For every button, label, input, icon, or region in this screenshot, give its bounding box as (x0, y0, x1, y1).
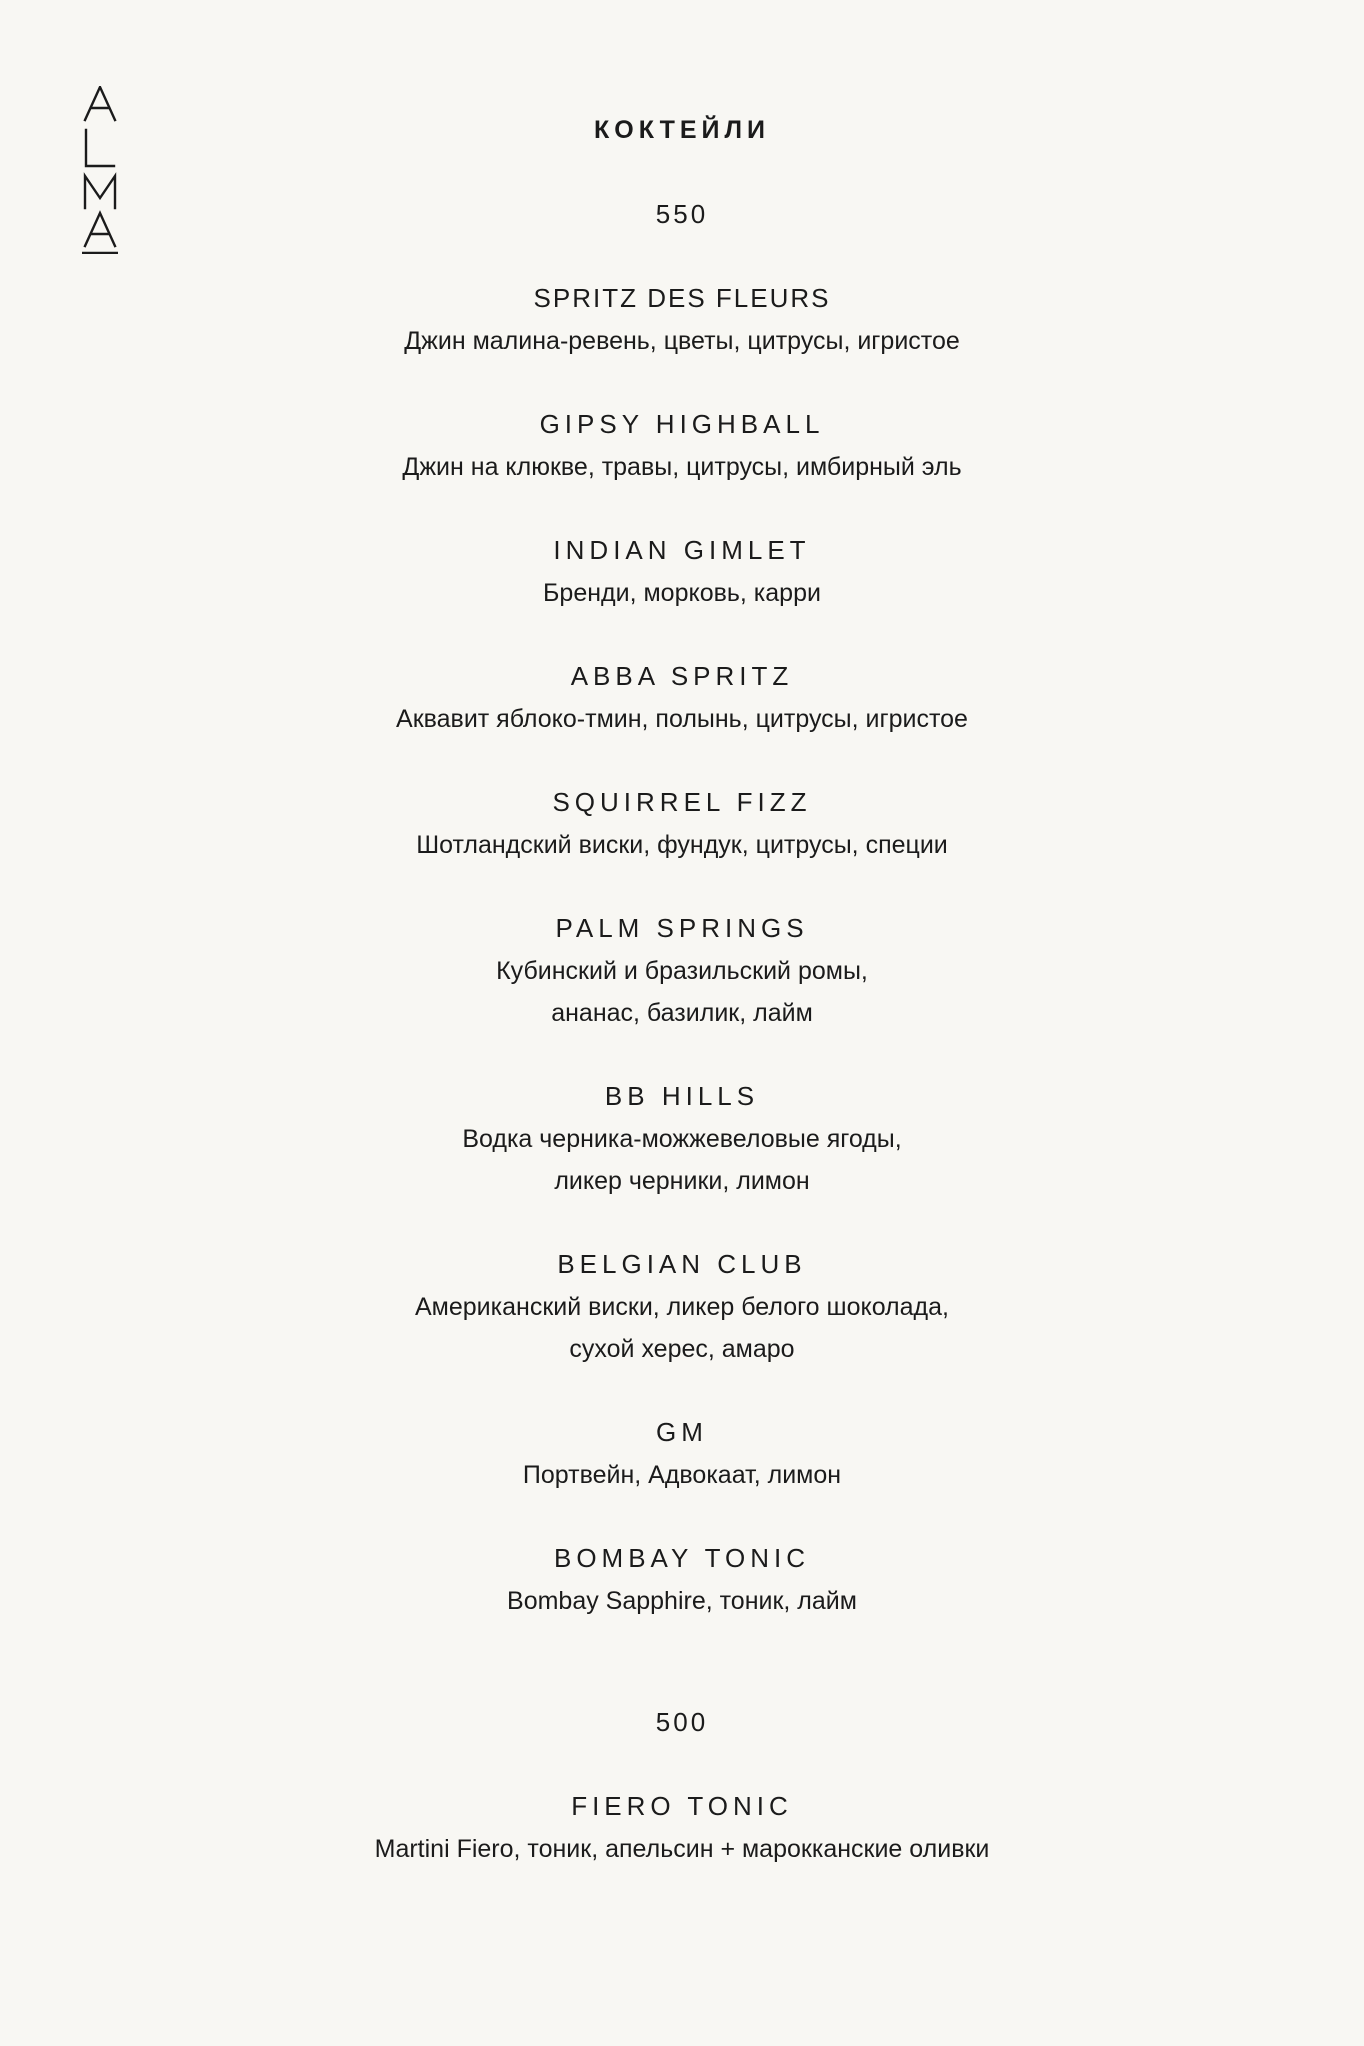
menu-item-gipsy-highball (0, 406, 1364, 488)
item-name: ABBA SPRITZ (570, 661, 794, 691)
menu-item-gm (0, 1414, 1364, 1496)
item-name: INDIAN GIMLET (553, 535, 811, 565)
item-description: Бренди, морковь, карри (543, 579, 821, 607)
item-name: GIPSY HIGHBALL (539, 409, 825, 439)
price-group-500 (0, 1704, 1364, 1870)
item-name: PALM SPRINGS (555, 913, 809, 943)
cocktail-menu (0, 112, 1364, 1870)
item-description: Bombay Sapphire, тоник, лайм (507, 1587, 857, 1615)
menu-item-indian-gimlet (0, 532, 1364, 614)
item-name: BELGIAN CLUB (557, 1249, 807, 1279)
price-label: 500 (655, 1707, 709, 1737)
item-description: Аквавит яблоко-тмин, полынь, цитрусы, игристое (396, 705, 968, 733)
price-label: 550 (655, 199, 709, 229)
menu-item-bb-hills (0, 1078, 1364, 1202)
menu-item-fiero-tonic (0, 1788, 1364, 1870)
item-description: Martini Fiero, тоник, апельсин + марокканские оливки (374, 1835, 990, 1863)
menu-item-bombay-tonic (0, 1540, 1364, 1622)
item-description: Портвейн, Адвокаат, лимон (522, 1461, 842, 1489)
item-description: Шотландский виски, фундук, цитрусы, специи (416, 831, 948, 859)
item-name: GM (656, 1417, 708, 1447)
item-description: Кубинский и бразильский ромы, ананас, базилик, лайм (496, 957, 868, 1027)
menu-item-palm-springs (0, 910, 1364, 1034)
item-description: Водка черника-можжевеловые ягоды, ликер черники, лимон (462, 1125, 902, 1195)
item-name: FIERO TONIC (571, 1791, 793, 1821)
price-group-550 (0, 196, 1364, 1622)
menu-item-squirrel-fizz (0, 784, 1364, 866)
item-name: SQUIRREL FIZZ (552, 787, 812, 817)
item-description: Джин малина-ревень, цветы, цитрусы, игристое (404, 327, 960, 355)
item-name: BB HILLS (604, 1081, 760, 1111)
item-name: BOMBAY TONIC (553, 1543, 810, 1573)
section-title: КОКТЕЙЛИ (593, 116, 770, 144)
menu-item-belgian-club (0, 1246, 1364, 1370)
item-description: Американский виски, ликер белого шоколада, сухой херес, амаро (415, 1293, 949, 1363)
item-description: Джин на клюкве, травы, цитрусы, имбирный эль (402, 453, 962, 481)
menu-item-abba-spritz (0, 658, 1364, 740)
item-name: SPRITZ DES FLEURS (533, 283, 831, 313)
menu-item-spritz-des-fleurs (0, 280, 1364, 362)
